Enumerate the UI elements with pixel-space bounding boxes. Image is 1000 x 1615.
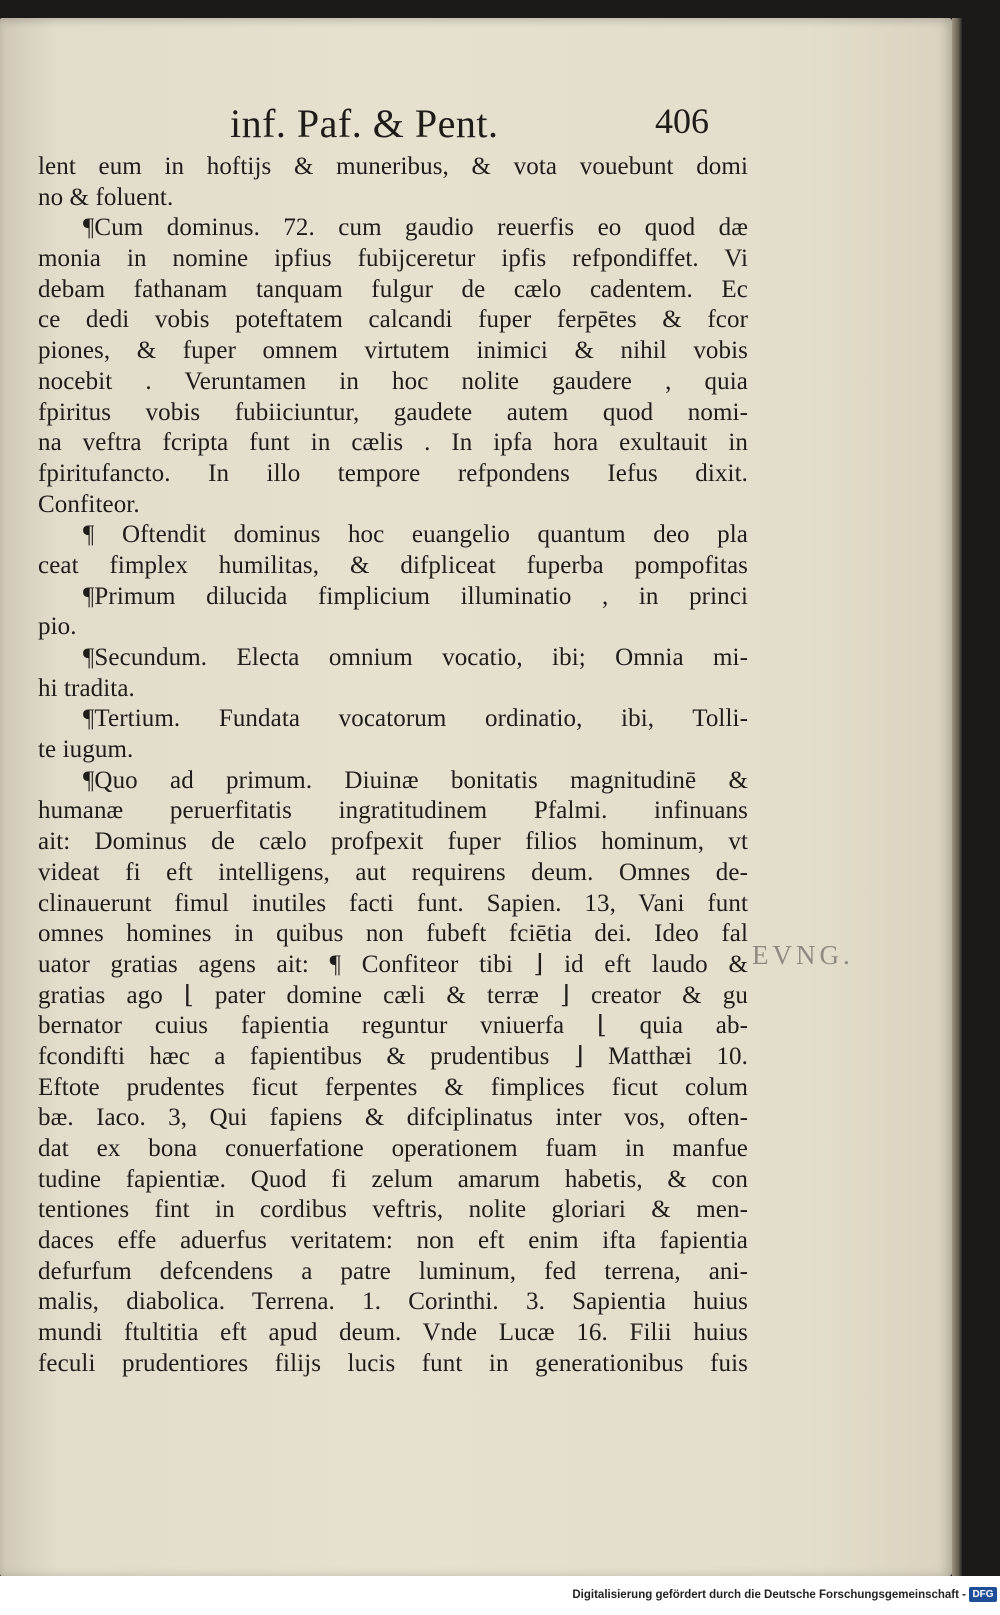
text-line: hi tradita. [38, 674, 135, 702]
page-edge [952, 18, 962, 1576]
dfg-logo: DFG [969, 1587, 997, 1602]
text-line: defurfum defcendens a patre luminum, fed terrena, ani- [38, 1257, 748, 1285]
text-line: bernator cuius fapientia reguntur vniuerfa ⌊ quia ab- [38, 1012, 748, 1040]
text-line: Eftote prudentes ficut ferpentes & fimplices ficut colum [38, 1073, 748, 1101]
text-line: videat fi eft intelligens, aut requirens deum. Omnes de- [38, 858, 748, 886]
text-line: fpiritufancto. In illo tempore refpondens Iefus dixit. [38, 459, 748, 487]
text-line: te iugum. [38, 736, 134, 764]
text-line: Confiteor. [38, 490, 140, 518]
text-line: fcondifti hæc a fapientibus & prudentibus ⌋ Matthæi 10. [38, 1042, 748, 1070]
text-line: omnes homines in quibus non fubeft fciētia dei. Ideo fal [38, 920, 748, 948]
text-line: clinauerunt fimul inutiles facti funt. Sapien. 13, Vani funt [38, 889, 748, 917]
footer-bar [0, 1576, 1000, 1615]
main-text-block [38, 152, 748, 1380]
text-line: daces effe aduerfus veritatem: non eft enim ifta fapientia [38, 1227, 748, 1255]
text-line: ce dedi vobis poteftatem calcandi fuper ferpētes & fcor [38, 306, 748, 334]
text-line: debam fathanam tanquam fulgur de cælo cadentem. Ec [38, 275, 748, 303]
running-head: inf. Paf. & Pent. [230, 101, 499, 146]
text-line: ¶Tertium. Fundata vocatorum ordinatio, ibi, Tolli- [83, 705, 748, 733]
text-line: humanæ peruerfitatis ingratitudinem Pfalmi. infinuans [38, 797, 748, 825]
text-line: ¶Primum dilucida fimplicium illuminatio , in princi [83, 582, 748, 610]
text-line: piones, & fuper omnem virtutem inimici & nihil vobis [38, 337, 748, 365]
book-page [0, 18, 952, 1576]
text-line: mundi ftultitia eft apud deum. Vnde Lucæ 16. Filii huius [38, 1319, 748, 1347]
text-line: tentiones fint in cordibus veftris, nolite gloriari & men- [38, 1196, 748, 1224]
text-line: malis, diabolica. Terrena. 1. Corinthi. 3. Sapientia huius [38, 1288, 748, 1316]
page-number: 406 [655, 101, 709, 141]
text-line: bæ. Iaco. 3, Qui fapiens & difciplinatus inter vos, often- [38, 1104, 748, 1132]
text-line: dat ex bona conuerfatione operationem fuam in manfue [38, 1135, 748, 1162]
page-header [230, 90, 730, 150]
text-line: ¶ Oftendit dominus hoc euangelio quantum deo pla [83, 521, 748, 549]
margin-note: EVNG. [752, 940, 854, 970]
text-line: uator gratias agens ait: ¶ Confiteor tibi ⌋ id eft laudo & [38, 950, 748, 978]
text-line: nocebit . Veruntamen in hoc nolite gaudere , quia [38, 367, 748, 395]
text-line: feculi prudentiores filijs lucis funt in generationibus fuis [38, 1349, 748, 1377]
text-line: ceat fimplex humilitas, & difpliceat fuperba pompofitas [38, 551, 748, 579]
text-line: lent eum in hoftijs & muneribus, & vota vouebunt domi [38, 153, 748, 180]
text-line: ait: Dominus de cælo profpexit fuper filios hominum, vt [38, 828, 748, 856]
text-line: monia in nomine ipfius fubijceretur ipfis refpondiffet. Vi [38, 245, 748, 273]
text-line: tudine fapientiæ. Quod fi zelum amarum habetis, & con [38, 1165, 748, 1193]
text-line: pio. [38, 613, 77, 641]
text-line: na veftra fcripta funt in cælis . In ipfa hora exultauit in [38, 429, 748, 457]
text-line: no & foluent. [38, 183, 174, 211]
text-line: ¶Quo ad primum. Diuinæ bonitatis magnitudinē & [83, 766, 748, 794]
text-line: ¶Secundum. Electa omnium vocatio, ibi; Omnia mi- [83, 644, 748, 671]
text-line: gratias ago ⌊ pater domine cæli & terræ ⌋ creator & gu [38, 981, 748, 1009]
text-line: ¶Cum dominus. 72. cum gaudio reuerfis eo quod dæ [83, 214, 748, 242]
funding-credit: Digitalisierung gefördert durch die Deutsche Forschungsgemeinschaft - [572, 1589, 966, 1601]
text-line: fpiritus vobis fubiiciuntur, gaudete autem quod nomi- [38, 398, 748, 426]
